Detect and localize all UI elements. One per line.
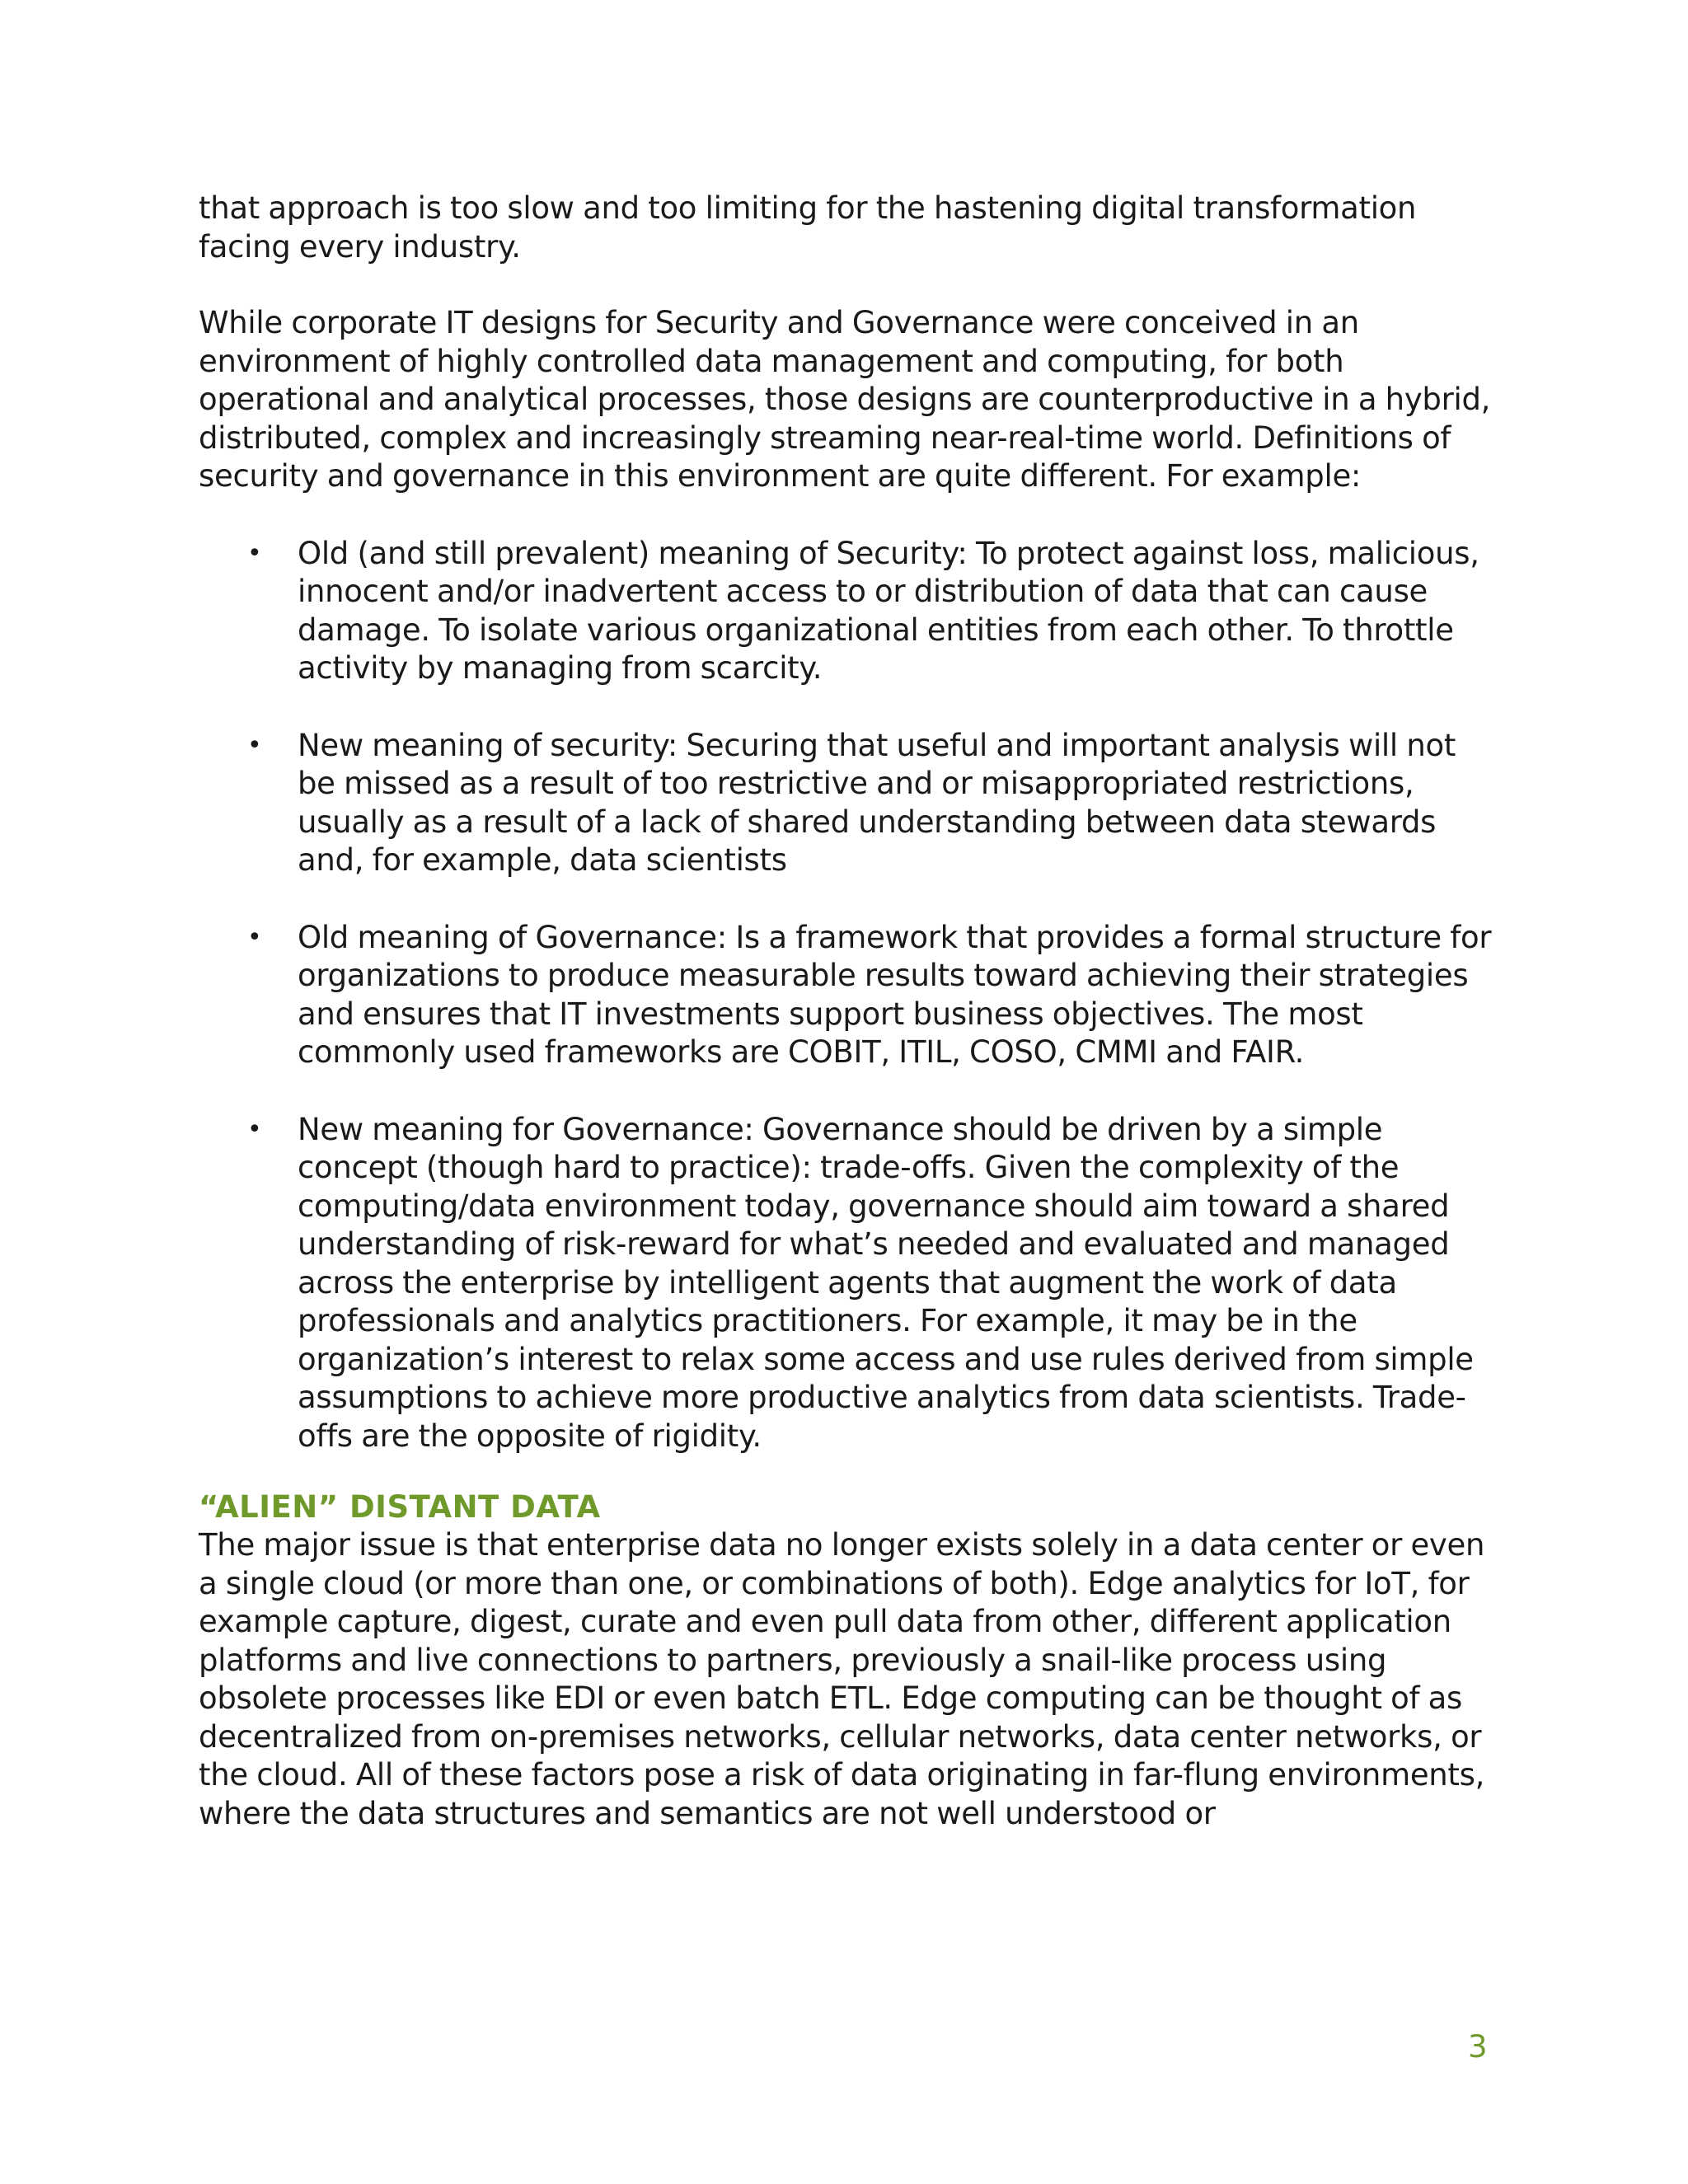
bullet-icon: • xyxy=(247,538,262,568)
bullet-icon: • xyxy=(247,1114,262,1144)
page-number: 3 xyxy=(1468,2029,1488,2064)
list-item xyxy=(199,727,1501,880)
list-item-text: New meaning of security: Securing that useful and important analysis will not be missed as a result of too restrictive and or misappropriated restrictions, usually as a result of a lack of shared understanding between data stewards and, for example, data scientists xyxy=(298,727,1456,878)
bullet-icon: • xyxy=(247,730,262,760)
section-body: The major issue is that enterprise data no longer exists solely in a data center or even a single cloud (or more than one, or combinations of both). Edge analytics for IoT, for example capture, digest, curate and even pull data from other, different application platforms and live connections to partners, previously a snail-like process using obsolete processes like EDI or even batch ETL. Edge computing can be thought of as decentralized from on-premises networks, cellular networks, data center networks, or the cloud. All of these factors pose a risk of data originating in far-flung environments, where the data structures and semantics are not well understood or xyxy=(199,1527,1485,1831)
list-item xyxy=(199,1111,1501,1456)
bullet-icon: • xyxy=(247,922,262,952)
list-item xyxy=(199,919,1501,1072)
section-heading: “ALIEN” DISTANT DATA xyxy=(199,1489,601,1525)
list-item-text: New meaning for Governance: Governance should be driven by a simple concept (though hard to practice): trade-offs. Given the complexity of the computing/data environment today, governance should aim toward a shared understanding of risk-reward for what’s needed and evaluated and managed across the enterprise by intelligent agents that augment the work of data professionals and analytics practitioners. For example, it may be in the organization’s interest to relax some access and use rules derived from simple assumptions to achieve more productive analytics from data scientists. Trade-offs are the opposite of rigidity. xyxy=(298,1111,1474,1454)
list-item-text: Old (and still prevalent) meaning of Security: To protect against loss, malicious, innocent and/or inadvertent access to or distribution of data that can cause damage. To isolate various organizational entities from each other. To throttle activity by managing from scarcity. xyxy=(298,535,1479,686)
paragraph-intro: that approach is too slow and too limiting for the hastening digital transformation facing every industry. xyxy=(199,190,1417,265)
paragraph-definitions: While corporate IT designs for Security and Governance were conceived in an environment of highly controlled data management and computing, for both operational and analytical processes, those designs are counterproductive in a hybrid, distributed, complex and increasingly streaming near-real-time world. Definitions of security and governance in this environment are quite different. For example: xyxy=(199,305,1491,494)
definitions-list xyxy=(199,535,1501,1456)
list-item-text: Old meaning of Governance: Is a framework that provides a formal structure for organizations to produce measurable results toward achieving their strategies and ensures that IT investments support business objectives. The most commonly used frameworks are COBIT, ITIL, COSO, CMMI and FAIR. xyxy=(298,919,1492,1070)
list-item xyxy=(199,535,1501,688)
document-page xyxy=(199,190,1501,1872)
